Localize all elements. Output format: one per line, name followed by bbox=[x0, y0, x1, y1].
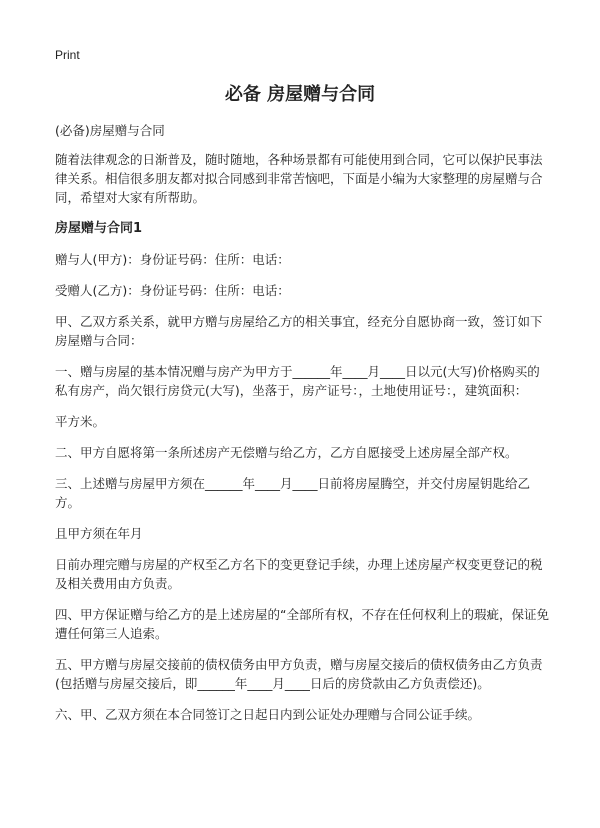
clause-3-paragraph: 三、上述赠与房屋甲方须在______年____月____日前将房屋腾空，并交付房屋钥匙给乙方。 bbox=[55, 476, 531, 510]
donor-line: 赠与人(甲方)：身份证号码：住所：电话： bbox=[55, 252, 290, 267]
document-subtitle: (必备)房屋赠与合同 bbox=[55, 123, 165, 138]
clause-3-registration-paragraph: 日前办理完赠与房屋的产权至乙方名下的变更登记手续，办理上述房屋产权变更登记的税及相关费用由方负责。 bbox=[55, 557, 543, 591]
clause-1-paragraph: 一、赠与房屋的基本情况赠与房产为甲方于______年____月____日以元(大写)价格购买的私有房产，尚欠银行房贷元(大写)，坐落于，房产证号：，土地使用证号：，建筑面积： bbox=[55, 364, 540, 398]
document-body bbox=[55, 121, 550, 736]
clause-4-paragraph: 四、甲方保证赠与给乙方的是上述房屋的“全部所有权，不存在任何权利上的瑕疵，保证免遭任何第三人追索。 bbox=[55, 607, 549, 641]
intro-paragraph: 随着法律观念的日渐普及，随时随地，各种场景都有可能使用到合同，它可以保护民事法律关系。相信很多朋友都对拟合同感到非常苦恼吧，下面是小编为大家整理的房屋赠与合同，希望对大家有所帮助。 bbox=[55, 152, 543, 205]
clause-5-paragraph: 五、甲方赠与房屋交接前的债权债务由甲方负责，赠与房屋交接后的债权债务由乙方负责(包括赠与房屋交接后，即______年____月____日后的房贷款由乙方负责偿还)。 bbox=[55, 657, 543, 691]
section-heading: 房屋赠与合同1 bbox=[55, 221, 143, 236]
area-unit-line: 平方米。 bbox=[55, 414, 106, 429]
clause-2-paragraph: 二、甲方自愿将第一条所述房产无偿赠与给乙方，乙方自愿接受上述房屋全部产权。 bbox=[55, 445, 518, 460]
clause-6-paragraph: 六、甲、乙双方须在本合同签订之日起日内到公证处办理赠与合同公证手续。 bbox=[55, 707, 481, 722]
print-link[interactable]: Print bbox=[55, 48, 80, 62]
document-title: 必备 房屋赠与合同 bbox=[224, 84, 376, 105]
clause-3-deadline-line: 且甲方须在年月 bbox=[55, 526, 143, 541]
donee-line: 受赠人(乙方)：身份证号码：住所：电话： bbox=[55, 283, 290, 298]
preamble-paragraph: 甲、乙双方系关系，就甲方赠与房屋给乙方的相关事宜，经充分自愿协商一致，签订如下房屋赠与合同： bbox=[55, 314, 543, 348]
